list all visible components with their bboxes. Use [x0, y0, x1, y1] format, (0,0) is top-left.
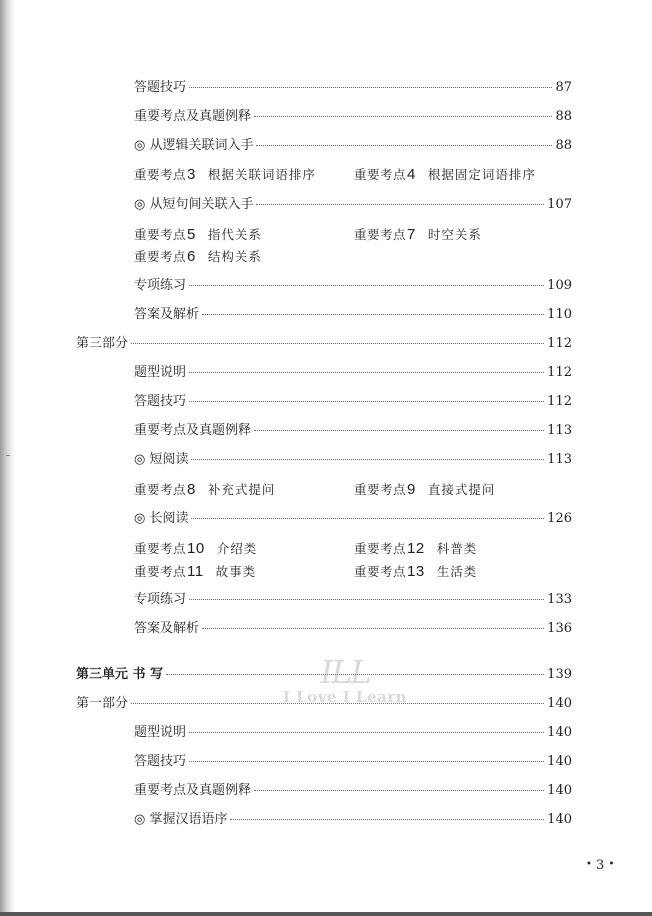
page-number-value: 3 [596, 858, 605, 873]
toc-entry-page: 140 [547, 725, 572, 740]
toc-entry-title: 答题技巧 [134, 754, 187, 769]
dot-leader [189, 87, 552, 88]
toc-entry[interactable] [76, 667, 572, 683]
toc-entry-title: 第一部分 [76, 696, 129, 711]
dot-leader [166, 674, 544, 675]
toc-entry[interactable] [134, 278, 572, 294]
toc-entry-title: 答题技巧 [134, 80, 187, 95]
toc-entry-title: ◎ 短阅读 [134, 452, 189, 467]
toc-entry[interactable] [134, 511, 572, 527]
dot-leader [254, 790, 544, 791]
key-point: 重要考点12 科普类 [354, 540, 478, 557]
dot-leader [191, 459, 544, 460]
dot-leader [189, 732, 544, 733]
key-point: 重要考点9 直接式提问 [354, 481, 496, 498]
toc-entry[interactable] [134, 592, 572, 608]
dot-leader [131, 703, 544, 704]
toc-entry-title: 专项练习 [134, 278, 187, 293]
toc-entry-page: 107 [547, 197, 572, 212]
toc-entry-page: 109 [547, 278, 572, 293]
toc-entry-title: 第三单元 书 写 [76, 667, 164, 682]
toc-entry[interactable] [76, 336, 572, 352]
toc-entry-title: 题型说明 [134, 725, 187, 740]
toc-entry[interactable] [76, 696, 572, 712]
dot-leader [202, 314, 544, 315]
toc-entry-page: 88 [555, 138, 572, 153]
toc-entry-page: 140 [547, 754, 572, 769]
key-point: 重要考点10 介绍类 [134, 540, 258, 557]
key-point: 重要考点4 根据固定词语排序 [354, 166, 536, 183]
toc-entry-title: ◎ 掌握汉语语序 [134, 812, 228, 827]
toc-entry[interactable] [134, 197, 572, 213]
toc-entry[interactable] [134, 423, 572, 439]
dot-leader [202, 628, 544, 629]
toc-entry-page: 112 [547, 336, 572, 351]
toc-entry-page: 133 [547, 592, 572, 607]
toc-entry-page: 113 [547, 423, 572, 438]
toc-entry[interactable] [134, 754, 572, 770]
page-number: • 3 • [586, 858, 615, 873]
toc-entry-page: 140 [547, 783, 572, 798]
dot-leader [256, 204, 544, 205]
key-point: 重要考点3 根据关联词语排序 [134, 166, 316, 183]
toc-entry-title: 重要考点及真题例释 [134, 109, 252, 124]
toc-entry[interactable] [134, 812, 572, 828]
toc-entry-title: 重要考点及真题例释 [134, 423, 252, 438]
dot-leader [256, 145, 552, 146]
toc-entry-title: ◎ 从逻辑关联词入手 [134, 138, 254, 153]
key-point: 重要考点11 故事类 [134, 563, 257, 580]
toc-entry[interactable] [134, 138, 572, 154]
toc-entry-title: 题型说明 [134, 365, 187, 380]
dot-leader [230, 819, 544, 820]
toc-entry-page: 112 [547, 394, 572, 409]
dot-leader [189, 761, 544, 762]
toc-entry[interactable] [134, 621, 572, 637]
toc-entry[interactable] [134, 80, 572, 96]
toc-entry-title: ◎ 长阅读 [134, 511, 189, 526]
toc-entry[interactable] [134, 725, 572, 741]
toc-entry-page: 140 [547, 812, 572, 827]
dot-leader [189, 285, 544, 286]
toc-entry[interactable] [134, 365, 572, 381]
toc-entry-page: 110 [547, 307, 572, 322]
toc-entry-title: 第三部分 [76, 336, 129, 351]
toc-entry-page: 112 [547, 365, 572, 380]
toc-entry-page: 87 [555, 80, 572, 95]
dot-leader [191, 518, 544, 519]
toc-entry-title: 答题技巧 [134, 394, 187, 409]
toc-entry-page: 113 [547, 452, 572, 467]
toc-entry[interactable] [134, 307, 572, 323]
dot-leader [189, 599, 544, 600]
toc-entry-page: 139 [547, 667, 572, 682]
toc-entry-title: 专项练习 [134, 592, 187, 607]
scan-border [0, 912, 652, 916]
key-point: 重要考点8 补充式提问 [134, 481, 276, 498]
dot-leader [254, 116, 552, 117]
toc-entry[interactable] [134, 109, 572, 125]
dot-leader [189, 372, 544, 373]
key-point: 重要考点13 生活类 [354, 563, 478, 580]
dot-leader [189, 401, 544, 402]
key-point: 重要考点6 结构关系 [134, 248, 262, 265]
watermark-text: I Love I Learn [282, 688, 408, 706]
toc-entry-page: 126 [547, 511, 572, 526]
toc-entry[interactable] [134, 783, 572, 799]
toc-entry-title: 答案及解析 [134, 307, 200, 322]
toc-entry[interactable] [134, 452, 572, 468]
toc-entry-title: ◎ 从短句间关联入手 [134, 197, 254, 212]
toc-entry-page: 88 [555, 109, 572, 124]
toc-entry-title: 重要考点及真题例释 [134, 783, 252, 798]
key-point: 重要考点7 时空关系 [354, 226, 482, 243]
dot-leader [254, 430, 544, 431]
toc-entry-page: 140 [547, 696, 572, 711]
toc-entry-page: 136 [547, 621, 572, 636]
watermark-logo: ILL [320, 653, 370, 691]
toc-entry-title: 答案及解析 [134, 621, 200, 636]
key-point: 重要考点5 指代关系 [134, 226, 262, 243]
dot-leader [131, 343, 544, 344]
toc-entry[interactable] [134, 394, 572, 410]
